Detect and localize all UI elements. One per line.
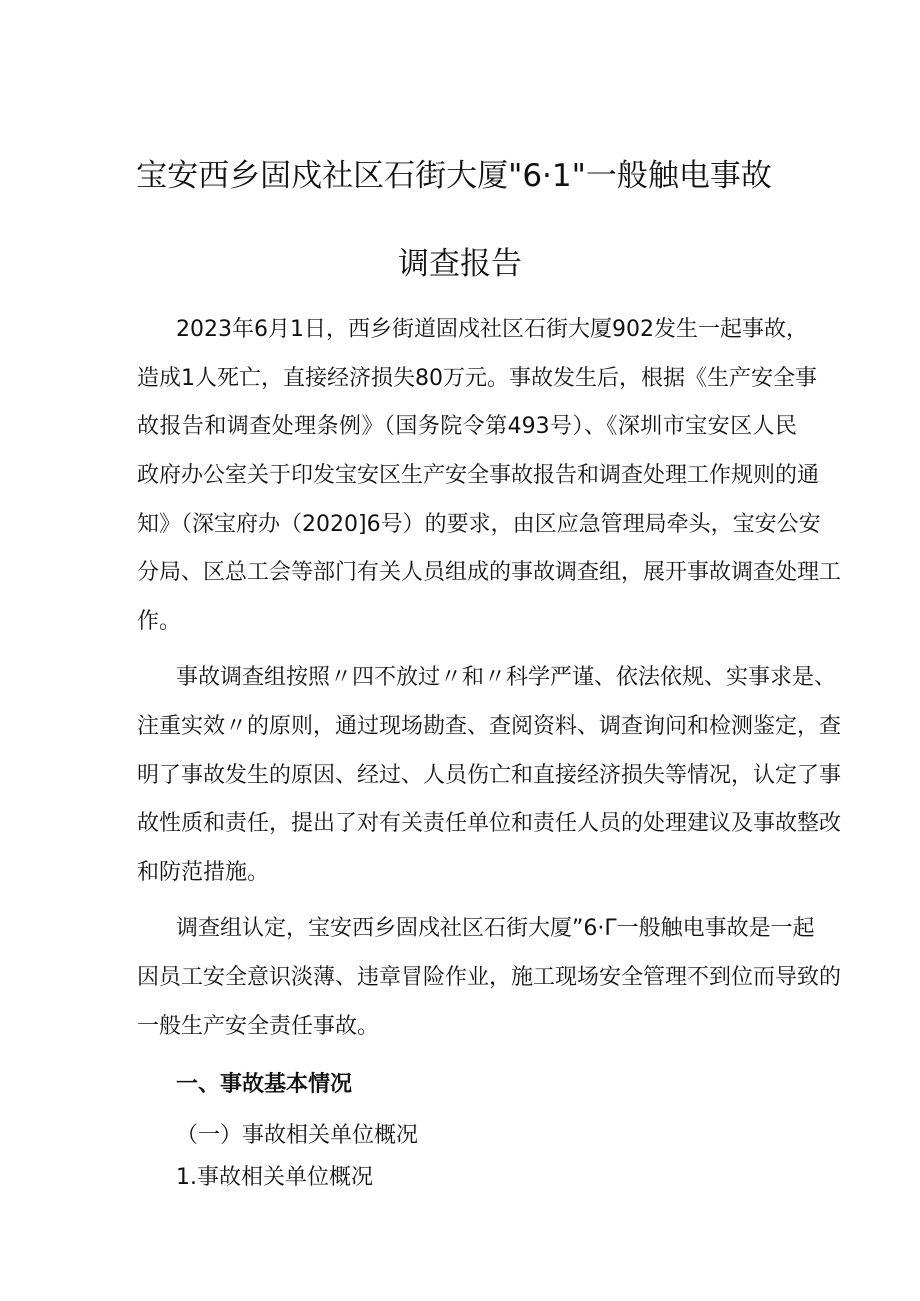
paragraph-1-line-7: 作。 (137, 609, 182, 634)
paragraph-1-line-2: 造成1人死亡，直接经济损失80万元。事故发生后，根据《生产安全事 (137, 366, 817, 391)
paragraph-2-line-2: 注重实效〃的原则，通过现场勘查、查阅资料、调查询问和检测鉴定，查 (137, 714, 842, 739)
paragraph-3-line-2: 因员工安全意识淡薄、违章冒险作业，施工现场安全管理不到位而导致的 (137, 965, 842, 990)
section-heading: 一、事故基本情况 (176, 1072, 353, 1097)
paragraph-2-line-3: 明了事故发生的原因、经过、人员伤亡和直接经济损失等情况，认定了事 (137, 763, 842, 788)
subsection-heading: （一）事故相关单位概况 (176, 1123, 419, 1148)
paragraph-1-line-6: 分局、区总工会等部门有关人员组成的事故调查组，展开事故调查处理工 (137, 560, 842, 585)
paragraph-1-line-1: 2023年6月1日，西乡街道固戍社区石街大厦902发生一起事故， (176, 317, 808, 342)
paragraph-2-line-5: 和防范措施。 (137, 860, 270, 885)
document-title-line-2: 调查报告 (398, 246, 522, 282)
item-heading: 1.事故相关单位概况 (176, 1165, 373, 1190)
paragraph-2-line-4: 故性质和责任，提出了对有关责任单位和责任人员的处理建议及事故整改 (137, 811, 842, 836)
paragraph-2-line-1: 事故调查组按照〃四不放过〃和〃科学严谨、依法依规、实事求是、 (176, 665, 837, 690)
paragraph-1-line-4: 政府办公室关于印发宝安区生产安全事故报告和调查处理工作规则的通 (137, 463, 820, 488)
paragraph-1-line-5: 知》（深宝府办（2020]6号）的要求，由区应急管理局牵头，宝安公安 (137, 512, 821, 537)
document-title-line-1: 宝安西乡固戍社区石街大厦"6·1"一般触电事故 (136, 158, 772, 194)
paragraph-1-line-3: 故报告和调查处理条例》（国务院令第493号）、《深圳市宝安区人民 (137, 414, 797, 439)
paragraph-3-line-1: 调查组认定，宝安西乡固戍社区石街大厦”6·Γ一般触电事故是一起 (176, 916, 815, 941)
paragraph-3-line-3: 一般生产安全责任事故。 (137, 1014, 380, 1039)
